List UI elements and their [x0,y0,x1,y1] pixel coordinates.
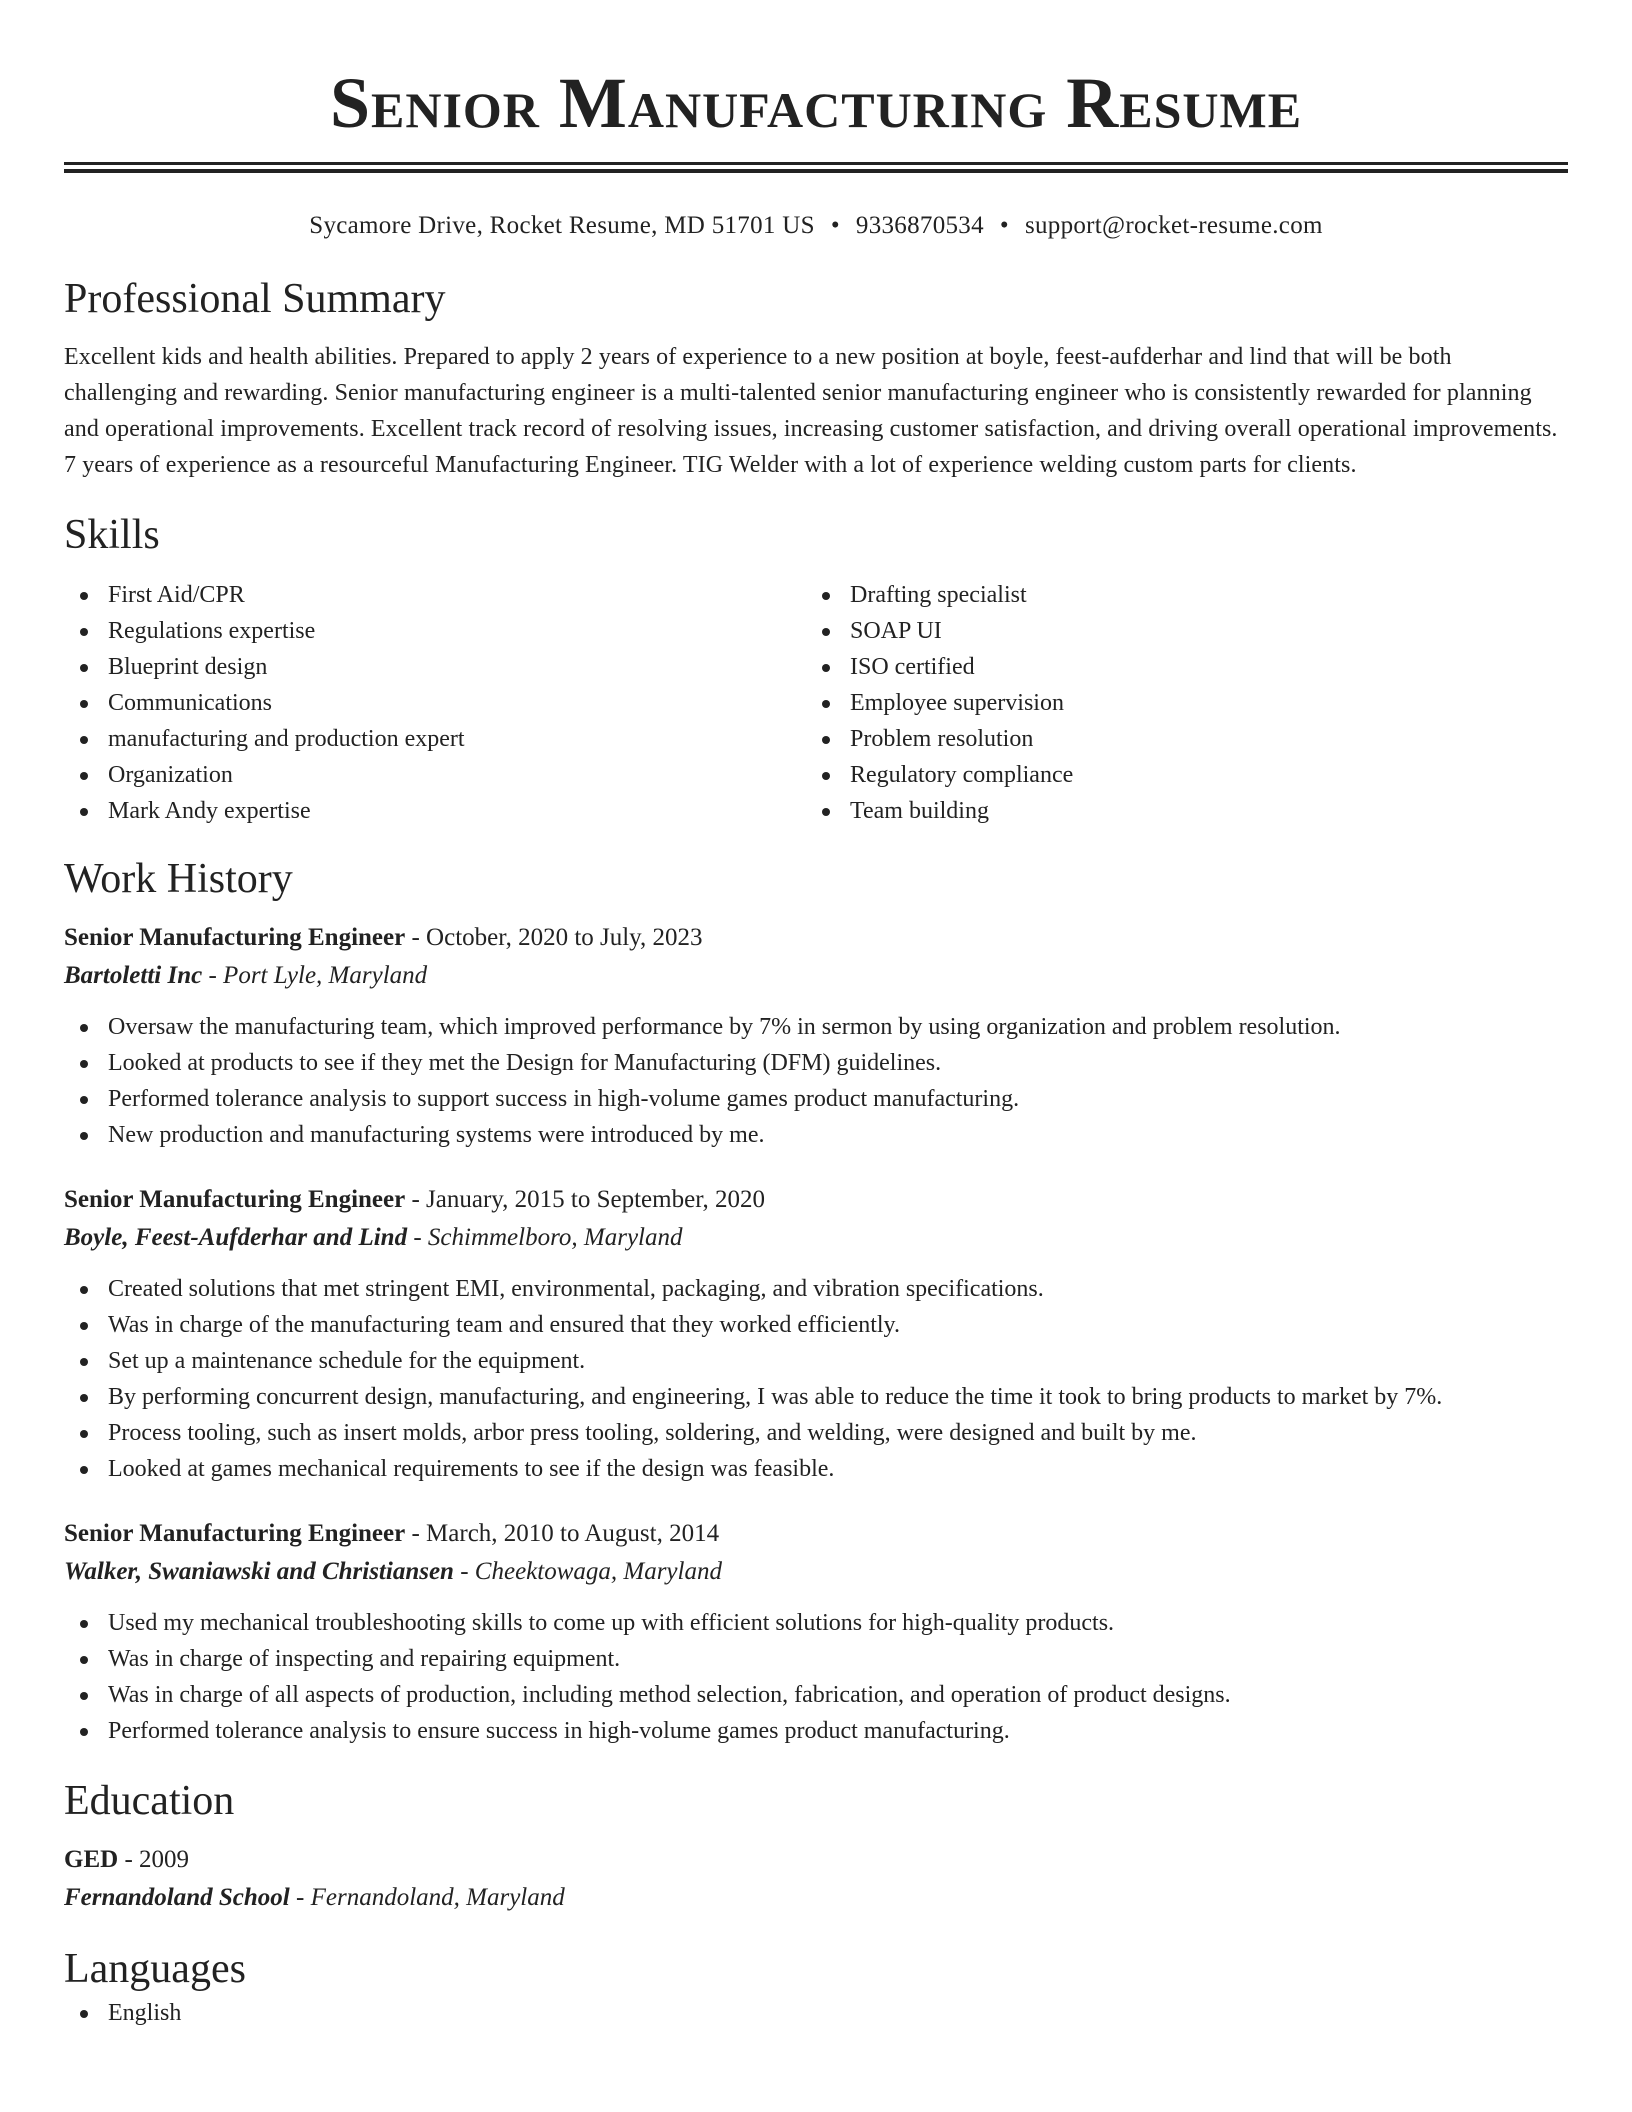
skill-item: Regulatory compliance [806,757,1548,793]
education-school: Fernandoland School [64,1884,290,1911]
skill-item: Blueprint design [64,649,806,685]
dash-separator: - [202,962,224,989]
job-bullet: Looked at products to see if they met the Design for Manufacturing (DFM) guidelines. [64,1045,1568,1081]
job-bullet: Process tooling, such as insert molds, arbor press tooling, soldering, and welding, were designed and built by me. [64,1415,1568,1451]
job-bullet: By performing concurrent design, manufacturing, and engineering, I was able to reduce the time it took to bring products to market by 7%. [64,1379,1568,1415]
company-location: Schimmelboro, Maryland [427,1224,683,1251]
dash-separator: - [118,1846,140,1873]
company-location: Cheektowaga, Maryland [474,1558,722,1585]
job-bullets [64,1605,1568,1749]
job-dates: October, 2020 to July, 2023 [426,924,703,951]
job-title: Senior Manufacturing Engineer [64,1186,406,1213]
job-bullet: Used my mechanical troubleshooting skills to come up with efficient solutions for high-quality products. [64,1605,1568,1641]
job-bullet: New production and manufacturing systems were introduced by me. [64,1117,1568,1153]
job-bullet: Oversaw the manufacturing team, which improved performance by 7% in sermon by using organization and problem resolution. [64,1009,1568,1045]
contact-separator: • [999,212,1009,239]
dash-separator: - [405,924,427,951]
language-item: English [64,1995,1568,2031]
skill-item: Employee supervision [806,685,1548,721]
summary-text: Excellent kids and health abilities. Prepared to apply 2 years of experience to a new position at boyle, feest-aufderhar and lind that will be both challenging and rewarding. Senior manufacturing engineer is a multi-talented senior manufacturing engineer who is consistently rewarded for planning and operational improvements. Excellent track record of resolving issues, increasing customer satisfaction, and driving overall operational improvements. 7 years of experience as a resourceful Manufacturing Engineer. TIG Welder with a lot of experience welding custom parts for clients. [64,344,1558,478]
job-dates: January, 2015 to September, 2020 [426,1186,766,1213]
education-location: Fernandoland, Maryland [310,1884,565,1911]
resume-title: Senior Manufacturing Resume [329,63,1303,143]
company-name: Boyle, Feest-Aufderhar and Lind [64,1224,408,1251]
education-degree: GED [64,1846,119,1873]
skill-item: Organization [64,757,806,793]
job-bullets [64,1271,1568,1487]
job-bullet: Performed tolerance analysis to ensure success in high-volume games product manufacturing. [64,1713,1568,1749]
skill-item: First Aid/CPR [64,577,806,613]
contact-phone: 9336870534 [855,212,984,239]
job-bullet: Looked at games mechanical requirements to see if the design was feasible. [64,1451,1568,1487]
skill-item: Team building [806,793,1548,829]
job-bullet: Created solutions that met stringent EMI, environmental, packaging, and vibration specifications. [64,1271,1568,1307]
dash-separator: - [289,1884,311,1911]
company-name: Walker, Swaniawski and Christiansen [64,1558,454,1585]
skill-item: Drafting specialist [806,577,1548,613]
company-name: Bartoletti Inc [64,962,203,989]
contact-email: support@rocket-resume.com [1024,212,1323,239]
skills-heading: Skills [64,512,160,558]
skill-item: Mark Andy expertise [64,793,806,829]
job-title-line [64,1515,1568,1553]
job-entry [64,1515,1568,1749]
education-degree-line [64,1841,1568,1879]
skill-item: SOAP UI [806,613,1548,649]
skill-item: Communications [64,685,806,721]
job-title-line [64,1181,1568,1219]
skill-item: Regulations expertise [64,613,806,649]
languages-list [64,1995,1568,2031]
dash-separator: - [407,1224,428,1251]
company-line [64,957,1568,995]
title-divider [64,162,1568,173]
education-school-line [64,1879,1568,1917]
job-bullet: Set up a maintenance schedule for the equipment. [64,1343,1568,1379]
education-year: 2009 [139,1846,190,1873]
contact-line [64,209,1568,243]
job-bullet: Was in charge of all aspects of production, including method selection, fabrication, and operation of product designs. [64,1677,1568,1713]
company-location: Port Lyle, Maryland [223,962,428,989]
job-entry [64,1181,1568,1487]
skill-item: ISO certified [806,649,1548,685]
dash-separator: - [405,1186,427,1213]
education-heading: Education [64,1778,235,1824]
company-line [64,1553,1568,1591]
job-title: Senior Manufacturing Engineer [64,924,406,951]
skills-left-column [64,577,806,829]
job-dates: March, 2010 to August, 2014 [426,1520,720,1547]
job-entry [64,919,1568,1153]
job-bullets [64,1009,1568,1153]
skill-item: manufacturing and production expert [64,721,806,757]
job-bullet: Was in charge of the manufacturing team and ensured that they worked efficiently. [64,1307,1568,1343]
job-bullet: Was in charge of inspecting and repairing equipment. [64,1641,1568,1677]
languages-heading: Languages [64,1946,246,1992]
resume-page [64,0,1568,2031]
job-title-line [64,919,1568,957]
skills-right-column [806,577,1548,829]
dash-separator: - [453,1558,475,1585]
job-title: Senior Manufacturing Engineer [64,1520,406,1547]
skills-columns [64,577,1568,829]
work-history-heading: Work History [64,856,293,902]
company-line [64,1219,1568,1257]
contact-separator: • [830,212,840,239]
skill-item: Problem resolution [806,721,1548,757]
summary-heading: Professional Summary [64,276,446,322]
dash-separator: - [405,1520,427,1547]
job-bullet: Performed tolerance analysis to support success in high-volume games product manufacturing. [64,1081,1568,1117]
contact-address: Sycamore Drive, Rocket Resume, MD 51701 US [309,212,815,239]
